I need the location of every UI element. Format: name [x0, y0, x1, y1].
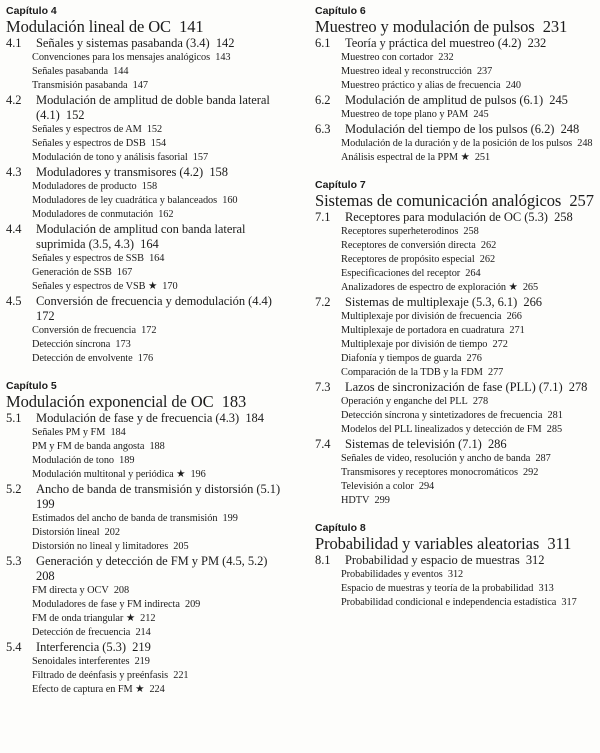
- subsection-title: Comparación de la TDB y la FDM: [341, 367, 483, 378]
- chapter-block: [315, 4, 597, 165]
- subsection-title: Señales y espectros de VSB ★: [32, 281, 158, 292]
- subsection-entry[interactable]: [0, 526, 290, 540]
- subsection-title: Moduladores de producto: [32, 181, 137, 192]
- section-title: Generación y detección de FM y PM (4.5, 5.2): [36, 554, 268, 568]
- chapter-block: [6, 4, 290, 366]
- subsection-title: Probabilidades y eventos: [341, 569, 443, 580]
- section-entry[interactable]: [6, 554, 290, 584]
- section-title: Sistemas de televisión (7.1): [345, 437, 482, 451]
- subsection-title: Distorsión no lineal y limitadores: [32, 541, 169, 552]
- subsection-title: Televisión a color: [341, 481, 414, 492]
- subsection-page: 281: [547, 410, 563, 421]
- subsection-entry[interactable]: [0, 137, 290, 151]
- chapter-title[interactable]: [315, 535, 597, 552]
- section-number: 7.4: [315, 437, 331, 451]
- section-title: Modulación del tiempo de los pulsos (6.2): [345, 122, 555, 136]
- subsection-page: 285: [546, 424, 563, 435]
- subsection-entry[interactable]: [0, 440, 290, 454]
- subsection-page: 170: [162, 281, 178, 292]
- subsection-page: 317: [561, 597, 577, 608]
- subsection-entry[interactable]: [0, 669, 290, 683]
- subsection-entry[interactable]: [307, 352, 597, 366]
- subsection-entry[interactable]: [0, 512, 290, 526]
- section-page: 172: [36, 309, 55, 323]
- subsection-entry[interactable]: [307, 65, 597, 79]
- subsection-entry[interactable]: [307, 239, 597, 253]
- section-entry[interactable]: [315, 93, 597, 108]
- subsection-title: Detección de envolvente: [32, 353, 133, 364]
- subsection-page: 224: [149, 684, 165, 695]
- section-entry[interactable]: [6, 411, 290, 426]
- section-title: Teoría y práctica del muestreo (4.2): [345, 36, 522, 50]
- subsection-title: Receptores de conversión directa: [341, 240, 476, 251]
- section-number: 7.1: [315, 210, 331, 224]
- subsection-page: 262: [480, 240, 497, 251]
- section-page: 208: [36, 569, 55, 583]
- section-entry[interactable]: [6, 482, 290, 512]
- subsection-entry[interactable]: [0, 612, 290, 626]
- section-number: 6.3: [315, 122, 331, 136]
- subsection-entry[interactable]: [0, 352, 290, 366]
- section-title: Lazos de sincronización de fase (PLL) (7.1): [345, 380, 563, 394]
- subsection-entry[interactable]: [0, 540, 290, 554]
- section-entry[interactable]: [6, 640, 290, 655]
- subsection-page: 205: [173, 541, 189, 552]
- subsection-page: 271: [509, 325, 525, 336]
- subsection-entry[interactable]: [0, 454, 290, 468]
- subsection-page: 248: [577, 138, 593, 149]
- chapter-title-text: Modulación lineal de OC: [6, 17, 171, 36]
- section-entry[interactable]: [315, 210, 597, 225]
- chapter-page: 231: [542, 17, 568, 36]
- section-page: 278: [568, 380, 588, 394]
- subsection-page: 214: [135, 627, 151, 638]
- section-page: 245: [549, 93, 568, 107]
- chapter-title[interactable]: [315, 192, 597, 209]
- subsection-entry[interactable]: [307, 452, 597, 466]
- subsection-page: 173: [115, 339, 131, 350]
- section-page: 164: [140, 237, 159, 251]
- section-number: 5.3: [6, 554, 22, 568]
- subsection-entry[interactable]: [307, 151, 597, 165]
- section-number: 6.1: [315, 36, 331, 50]
- subsection-page: 258: [463, 226, 479, 237]
- subsection-entry[interactable]: [307, 310, 597, 324]
- section-page: 199: [36, 497, 55, 511]
- subsection-title: Efecto de captura en FM ★: [32, 684, 145, 695]
- subsection-page: 245: [473, 109, 489, 120]
- subsection-entry[interactable]: [0, 280, 290, 294]
- chapter-block: [315, 521, 597, 610]
- subsection-title: Filtrado de deénfasis y preénfasis: [32, 670, 169, 681]
- section-number: 5.2: [6, 482, 22, 496]
- chapter-page: 257: [569, 191, 594, 210]
- section-page: 248: [560, 122, 580, 136]
- subsection-entry[interactable]: [0, 683, 290, 697]
- subsection-page: 164: [149, 253, 165, 264]
- subsection-page: 265: [522, 282, 539, 293]
- subsection-entry[interactable]: [307, 395, 597, 409]
- section-number: 6.2: [315, 93, 331, 107]
- section-number: 4.5: [6, 294, 22, 308]
- subsection-entry[interactable]: [307, 423, 597, 437]
- subsection-title: Transmisión pasabanda: [32, 80, 128, 91]
- chapter-label: Capítulo 6: [315, 5, 366, 17]
- subsection-page: 264: [465, 268, 481, 279]
- subsection-title: Diafonía y tiempos de guarda: [341, 353, 462, 364]
- subsection-title: Detección síncrona y sintetizadores de frecuencia: [341, 410, 543, 421]
- section-title: Receptores para modulación de OC (5.3): [345, 210, 548, 224]
- section-title: Sistemas de multiplexaje (5.3, 6.1): [345, 295, 518, 309]
- subsection-title: Detección síncrona: [32, 339, 111, 350]
- subsection-title: Operación y enganche del PLL: [341, 396, 468, 407]
- section-title: Modulación de amplitud con banda lateral suprimida (3.5, 4.3): [36, 222, 246, 251]
- subsection-entry[interactable]: [0, 266, 290, 280]
- subsection-entry[interactable]: [307, 466, 597, 480]
- chapter-label: Capítulo 5: [6, 380, 57, 392]
- subsection-entry[interactable]: [307, 267, 597, 281]
- subsection-title: Analizadores de espectro de exploración ★: [341, 282, 518, 293]
- subsection-entry[interactable]: [0, 51, 290, 65]
- section-title: Interferencia (5.3): [36, 640, 126, 654]
- subsection-title: Detección de frecuencia: [32, 627, 131, 638]
- section-entry[interactable]: [6, 222, 290, 252]
- section-page: 219: [132, 640, 151, 654]
- section-entry[interactable]: [315, 36, 597, 51]
- subsection-title: Estimados del ancho de banda de transmisión: [32, 513, 218, 524]
- subsection-page: 199: [222, 513, 238, 524]
- subsection-entry[interactable]: [307, 568, 597, 582]
- section-number: 5.1: [6, 411, 22, 425]
- subsection-title: Muestreo ideal y reconstrucción: [341, 66, 472, 77]
- subsection-page: 232: [438, 52, 454, 63]
- section-title: Señales y sistemas pasabanda (3.4): [36, 36, 210, 50]
- subsection-page: 272: [492, 339, 508, 350]
- subsection-title: Moduladores de ley cuadrática y balanceados: [32, 195, 218, 206]
- subsection-page: 160: [222, 195, 238, 206]
- chapter-title-text: Probabilidad y variables aleatorias: [315, 534, 540, 553]
- section-page: 142: [215, 36, 235, 50]
- subsection-page: 237: [476, 66, 493, 77]
- subsection-entry[interactable]: [307, 409, 597, 423]
- subsection-title: Señales y espectros de SSB: [32, 253, 144, 264]
- subsection-title: Receptores de propósito especial: [341, 254, 475, 265]
- subsection-entry[interactable]: [307, 253, 597, 267]
- subsection-page: 172: [141, 325, 157, 336]
- section-page: 232: [527, 36, 547, 50]
- toc-column-left: [6, 4, 290, 697]
- subsection-page: 143: [215, 52, 231, 63]
- section-title: Conversión de frecuencia y demodulación (4.4): [36, 294, 272, 308]
- section-number: 5.4: [6, 640, 22, 654]
- subsection-entry[interactable]: [307, 494, 597, 508]
- subsection-title: Muestreo práctico y alias de frecuencia: [341, 80, 501, 91]
- chapter-page: 183: [221, 392, 247, 411]
- subsection-title: Análisis espectral de la PPM ★: [341, 152, 470, 163]
- subsection-page: 294: [418, 481, 435, 492]
- subsection-page: 176: [137, 353, 154, 364]
- subsection-page: 276: [466, 353, 482, 364]
- subsection-entry[interactable]: [307, 480, 597, 494]
- subsection-page: 157: [192, 152, 209, 163]
- subsection-page: 162: [158, 209, 174, 220]
- subsection-page: 212: [140, 613, 156, 624]
- subsection-page: 167: [116, 267, 133, 278]
- section-entry[interactable]: [315, 295, 597, 310]
- section-entry[interactable]: [315, 553, 597, 568]
- subsection-title: Señales y espectros de AM: [32, 124, 142, 135]
- section-entry[interactable]: [6, 93, 290, 123]
- subsection-page: 299: [374, 495, 390, 506]
- section-entry[interactable]: [315, 380, 597, 395]
- subsection-title: Señales de video, resolución y ancho de banda: [341, 453, 531, 464]
- section-page: 152: [65, 108, 85, 122]
- subsection-title: Probabilidad condicional e independencia estadística: [341, 597, 557, 608]
- subsection-title: Multiplexaje por división de frecuencia: [341, 311, 502, 322]
- subsection-title: Espacio de muestras y teoría de la probabilidad: [341, 583, 534, 594]
- subsection-page: 208: [113, 585, 130, 596]
- section-number: 7.2: [315, 295, 331, 309]
- subsection-entry[interactable]: [0, 252, 290, 266]
- subsection-title: FM directa y OCV: [32, 585, 109, 596]
- subsection-title: Conversión de frecuencia: [32, 325, 137, 336]
- subsection-entry[interactable]: [307, 225, 597, 239]
- section-number: 7.3: [315, 380, 331, 394]
- section-title: Probabilidad y espacio de muestras: [345, 553, 520, 567]
- section-number: 4.1: [6, 36, 22, 50]
- subsection-title: Modulación de tono: [32, 455, 115, 466]
- chapter-gap: [315, 165, 597, 178]
- chapter-title[interactable]: [315, 18, 597, 35]
- subsection-page: 144: [113, 66, 129, 77]
- subsection-page: 202: [104, 527, 120, 538]
- subsection-entry[interactable]: [0, 208, 290, 222]
- subsection-title: Modelos del PLL linealizados y detección de FM: [341, 424, 542, 435]
- subsection-title: FM de onda triangular ★: [32, 613, 136, 624]
- subsection-page: 287: [535, 453, 551, 464]
- subsection-title: Muestreo con cortador: [341, 52, 434, 63]
- subsection-entry[interactable]: [0, 338, 290, 352]
- subsection-entry[interactable]: [0, 79, 290, 93]
- section-page: 158: [209, 165, 228, 179]
- chapter-label: Capítulo 4: [6, 5, 57, 17]
- chapter-gap: [6, 366, 290, 379]
- subsection-page: 277: [487, 367, 504, 378]
- subsection-title: Receptores superheterodinos: [341, 226, 459, 237]
- subsection-title: Generación de SSB: [32, 267, 112, 278]
- section-title: Modulación de amplitud de doble banda lateral (4.1): [36, 93, 270, 122]
- subsection-title: Transmisores y receptores monocromáticos: [341, 467, 518, 478]
- subsection-entry[interactable]: [307, 79, 597, 93]
- section-number: 4.4: [6, 222, 22, 236]
- section-entry[interactable]: [6, 165, 290, 180]
- subsection-entry[interactable]: [0, 626, 290, 640]
- subsection-title: Señales y espectros de DSB: [32, 138, 146, 149]
- toc-column-right: [315, 4, 597, 610]
- subsection-entry[interactable]: [0, 194, 290, 208]
- subsection-page: 209: [184, 599, 201, 610]
- chapter-block: [6, 379, 290, 697]
- subsection-title: HDTV: [341, 495, 370, 506]
- subsection-page: 189: [119, 455, 135, 466]
- subsection-page: 184: [110, 427, 126, 438]
- subsection-entry[interactable]: [0, 180, 290, 194]
- chapter-block: [315, 178, 597, 508]
- subsection-page: 196: [190, 469, 206, 480]
- chapter-title[interactable]: [6, 393, 290, 410]
- section-number: 4.3: [6, 165, 22, 179]
- subsection-entry[interactable]: [0, 598, 290, 612]
- subsection-entry[interactable]: [307, 137, 597, 151]
- subsection-title: Modulación de la duración y de la posición de los pulsos: [341, 138, 573, 149]
- section-number: 8.1: [315, 553, 331, 567]
- section-entry[interactable]: [6, 36, 290, 51]
- subsection-title: Modulación multitonal y periódica ★: [32, 469, 186, 480]
- subsection-page: 262: [479, 254, 496, 265]
- subsection-entry[interactable]: [0, 151, 290, 165]
- subsection-title: Especificaciones del receptor: [341, 268, 461, 279]
- section-title: Ancho de banda de transmisión y distorsión (5.1): [36, 482, 281, 496]
- subsection-entry[interactable]: [0, 655, 290, 669]
- subsection-title: Distorsión lineal: [32, 527, 100, 538]
- subsection-entry[interactable]: [307, 338, 597, 352]
- subsection-title: Convenciones para los mensajes analógicos: [32, 52, 211, 63]
- subsection-title: Multiplexaje de portadora en cuadratura: [341, 325, 505, 336]
- subsection-entry[interactable]: [307, 366, 597, 380]
- chapter-title-text: Modulación exponencial de OC: [6, 392, 214, 411]
- subsection-page: 152: [146, 124, 163, 135]
- subsection-title: Multiplexaje por división de tiempo: [341, 339, 488, 350]
- subsection-page: 158: [141, 181, 158, 192]
- subsection-page: 292: [523, 467, 539, 478]
- chapter-gap: [315, 508, 597, 521]
- subsection-entry[interactable]: [307, 51, 597, 65]
- subsection-entry[interactable]: [307, 582, 597, 596]
- section-title: Modulación de fase y de frecuencia (4.3): [36, 411, 240, 425]
- section-page: 258: [554, 210, 573, 224]
- subsection-entry[interactable]: [307, 108, 597, 122]
- section-page: 184: [245, 411, 264, 425]
- section-entry[interactable]: [6, 294, 290, 324]
- section-number: 4.2: [6, 93, 22, 107]
- subsection-entry[interactable]: [307, 281, 597, 295]
- subsection-page: 313: [538, 583, 554, 594]
- subsection-title: Modulación de tono y análisis fasorial: [32, 152, 188, 163]
- section-page: 312: [525, 553, 545, 567]
- section-entry[interactable]: [315, 122, 597, 137]
- subsection-page: 221: [173, 670, 189, 681]
- subsection-entry[interactable]: [0, 584, 290, 598]
- subsection-entry[interactable]: [0, 426, 290, 440]
- subsection-title: Moduladores de conmutación: [32, 209, 154, 220]
- subsection-entry[interactable]: [307, 324, 597, 338]
- chapter-title[interactable]: [6, 18, 290, 35]
- subsection-entry[interactable]: [0, 123, 290, 137]
- chapter-title-text: Muestreo y modulación de pulsos: [315, 17, 535, 36]
- section-title: Moduladores y transmisores (4.2): [36, 165, 204, 179]
- subsection-page: 147: [132, 80, 148, 91]
- subsection-entry[interactable]: [0, 65, 290, 79]
- section-entry[interactable]: [315, 437, 597, 452]
- subsection-page: 188: [149, 441, 165, 452]
- subsection-page: 154: [150, 138, 167, 149]
- chapter-page: 311: [547, 534, 572, 553]
- subsection-page: 219: [134, 656, 150, 667]
- subsection-entry[interactable]: [307, 596, 597, 610]
- chapter-page: 141: [179, 17, 204, 36]
- subsection-title: Señales pasabanda: [32, 66, 109, 77]
- subsection-title: Moduladores de fase y FM indirecta: [32, 599, 180, 610]
- section-title: Modulación de amplitud de pulsos (6.1): [345, 93, 544, 107]
- subsection-title: Muestreo de tope plano y PAM: [341, 109, 469, 120]
- subsection-page: 278: [472, 396, 489, 407]
- subsection-title: PM y FM de banda angosta: [32, 441, 145, 452]
- section-page: 286: [487, 437, 507, 451]
- subsection-page: 312: [447, 569, 464, 580]
- subsection-title: Señales PM y FM: [32, 427, 106, 438]
- subsection-entry[interactable]: [0, 324, 290, 338]
- subsection-page: 240: [505, 80, 521, 91]
- chapter-title-text: Sistemas de comunicación analógicos: [315, 191, 562, 210]
- subsection-entry[interactable]: [0, 468, 290, 482]
- section-page: 266: [523, 295, 542, 309]
- chapter-label: Capítulo 8: [315, 522, 366, 534]
- chapter-label: Capítulo 7: [315, 179, 366, 191]
- subsection-page: 251: [474, 152, 491, 163]
- subsection-title: Senoidales interferentes: [32, 656, 130, 667]
- subsection-page: 266: [506, 311, 522, 322]
